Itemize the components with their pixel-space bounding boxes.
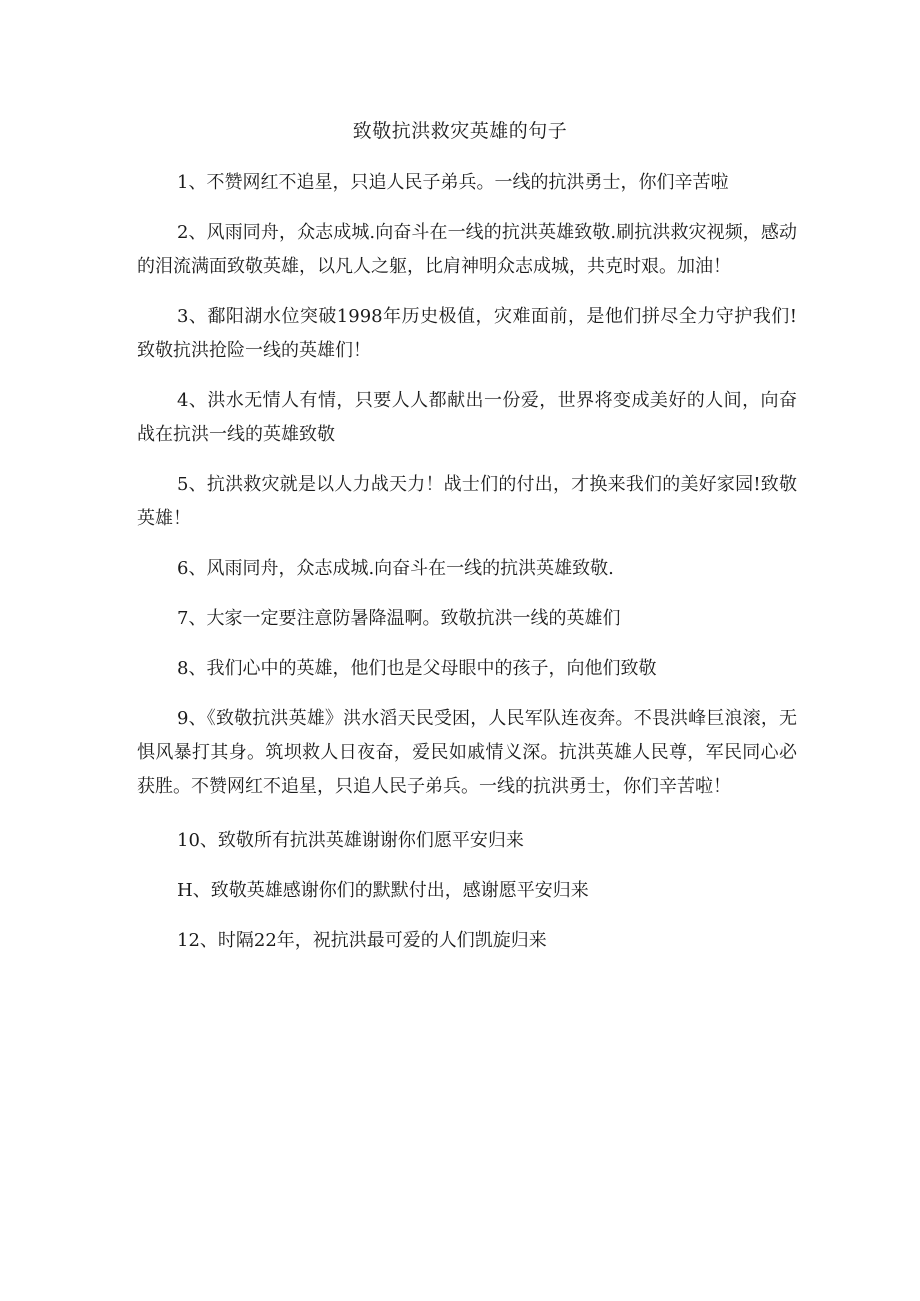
paragraph-8: 8、我们心中的英雄，他们也是父母眼中的孩子，向他们致敬: [177, 658, 657, 679]
paragraph-5: 5、抗洪救灾就是以人力战天力！战士们的付出，才换来我们的美好家园!致敬英雄！: [137, 474, 797, 529]
document-title: 致敬抗洪救灾英雄的句子: [352, 120, 568, 142]
paragraph-11: H、致敬英雄感谢你们的默默付出，感谢愿平安归来: [177, 880, 589, 901]
paragraph-3: 3、鄱阳湖水位突破1998年历史极值，灾难面前，是他们拼尽全力守护我们!致敬抗洪抢险一线的英雄们！: [137, 306, 797, 361]
paragraph-10: 10、致敬所有抗洪英雄谢谢你们愿平安归来: [177, 830, 524, 851]
paragraph-7: 7、大家一定要注意防暑降温啊。致敬抗洪一线的英雄们: [177, 608, 621, 629]
paragraph-4: 4、洪水无情人有情，只要人人都献出一份爱，世界将变成美好的人间，向奋战在抗洪一线的英雄致敬: [137, 390, 797, 445]
paragraph-2: 2、风雨同舟，众志成城.向奋斗在一线的抗洪英雄致敬.刷抗洪救灾视频，感动的泪流满面致敬英雄，以凡人之躯，比肩神明众志成城，共克时艰。加油！: [137, 222, 797, 277]
paragraph-6: 6、风雨同舟，众志成城.向奋斗在一线的抗洪英雄致敬.: [177, 558, 614, 579]
paragraph-9: 9、《致敬抗洪英雄》洪水滔天民受困，人民军队连夜奔。不畏洪峰巨浪滚，无惧风暴打其身。筑坝救人日夜奋，爱民如戚情义深。抗洪英雄人民尊，军民同心必获胜。不赞网红不追星，只追人民子弟兵。一线的抗洪勇士，你们辛苦啦！: [137, 708, 797, 797]
paragraph-12: 12、时隔22年，祝抗洪最可爱的人们凯旋归来: [177, 930, 547, 951]
paragraph-1: 1、不赞网红不追星，只追人民子弟兵。一线的抗洪勇士，你们辛苦啦: [177, 172, 729, 193]
document-body: [137, 166, 797, 974]
